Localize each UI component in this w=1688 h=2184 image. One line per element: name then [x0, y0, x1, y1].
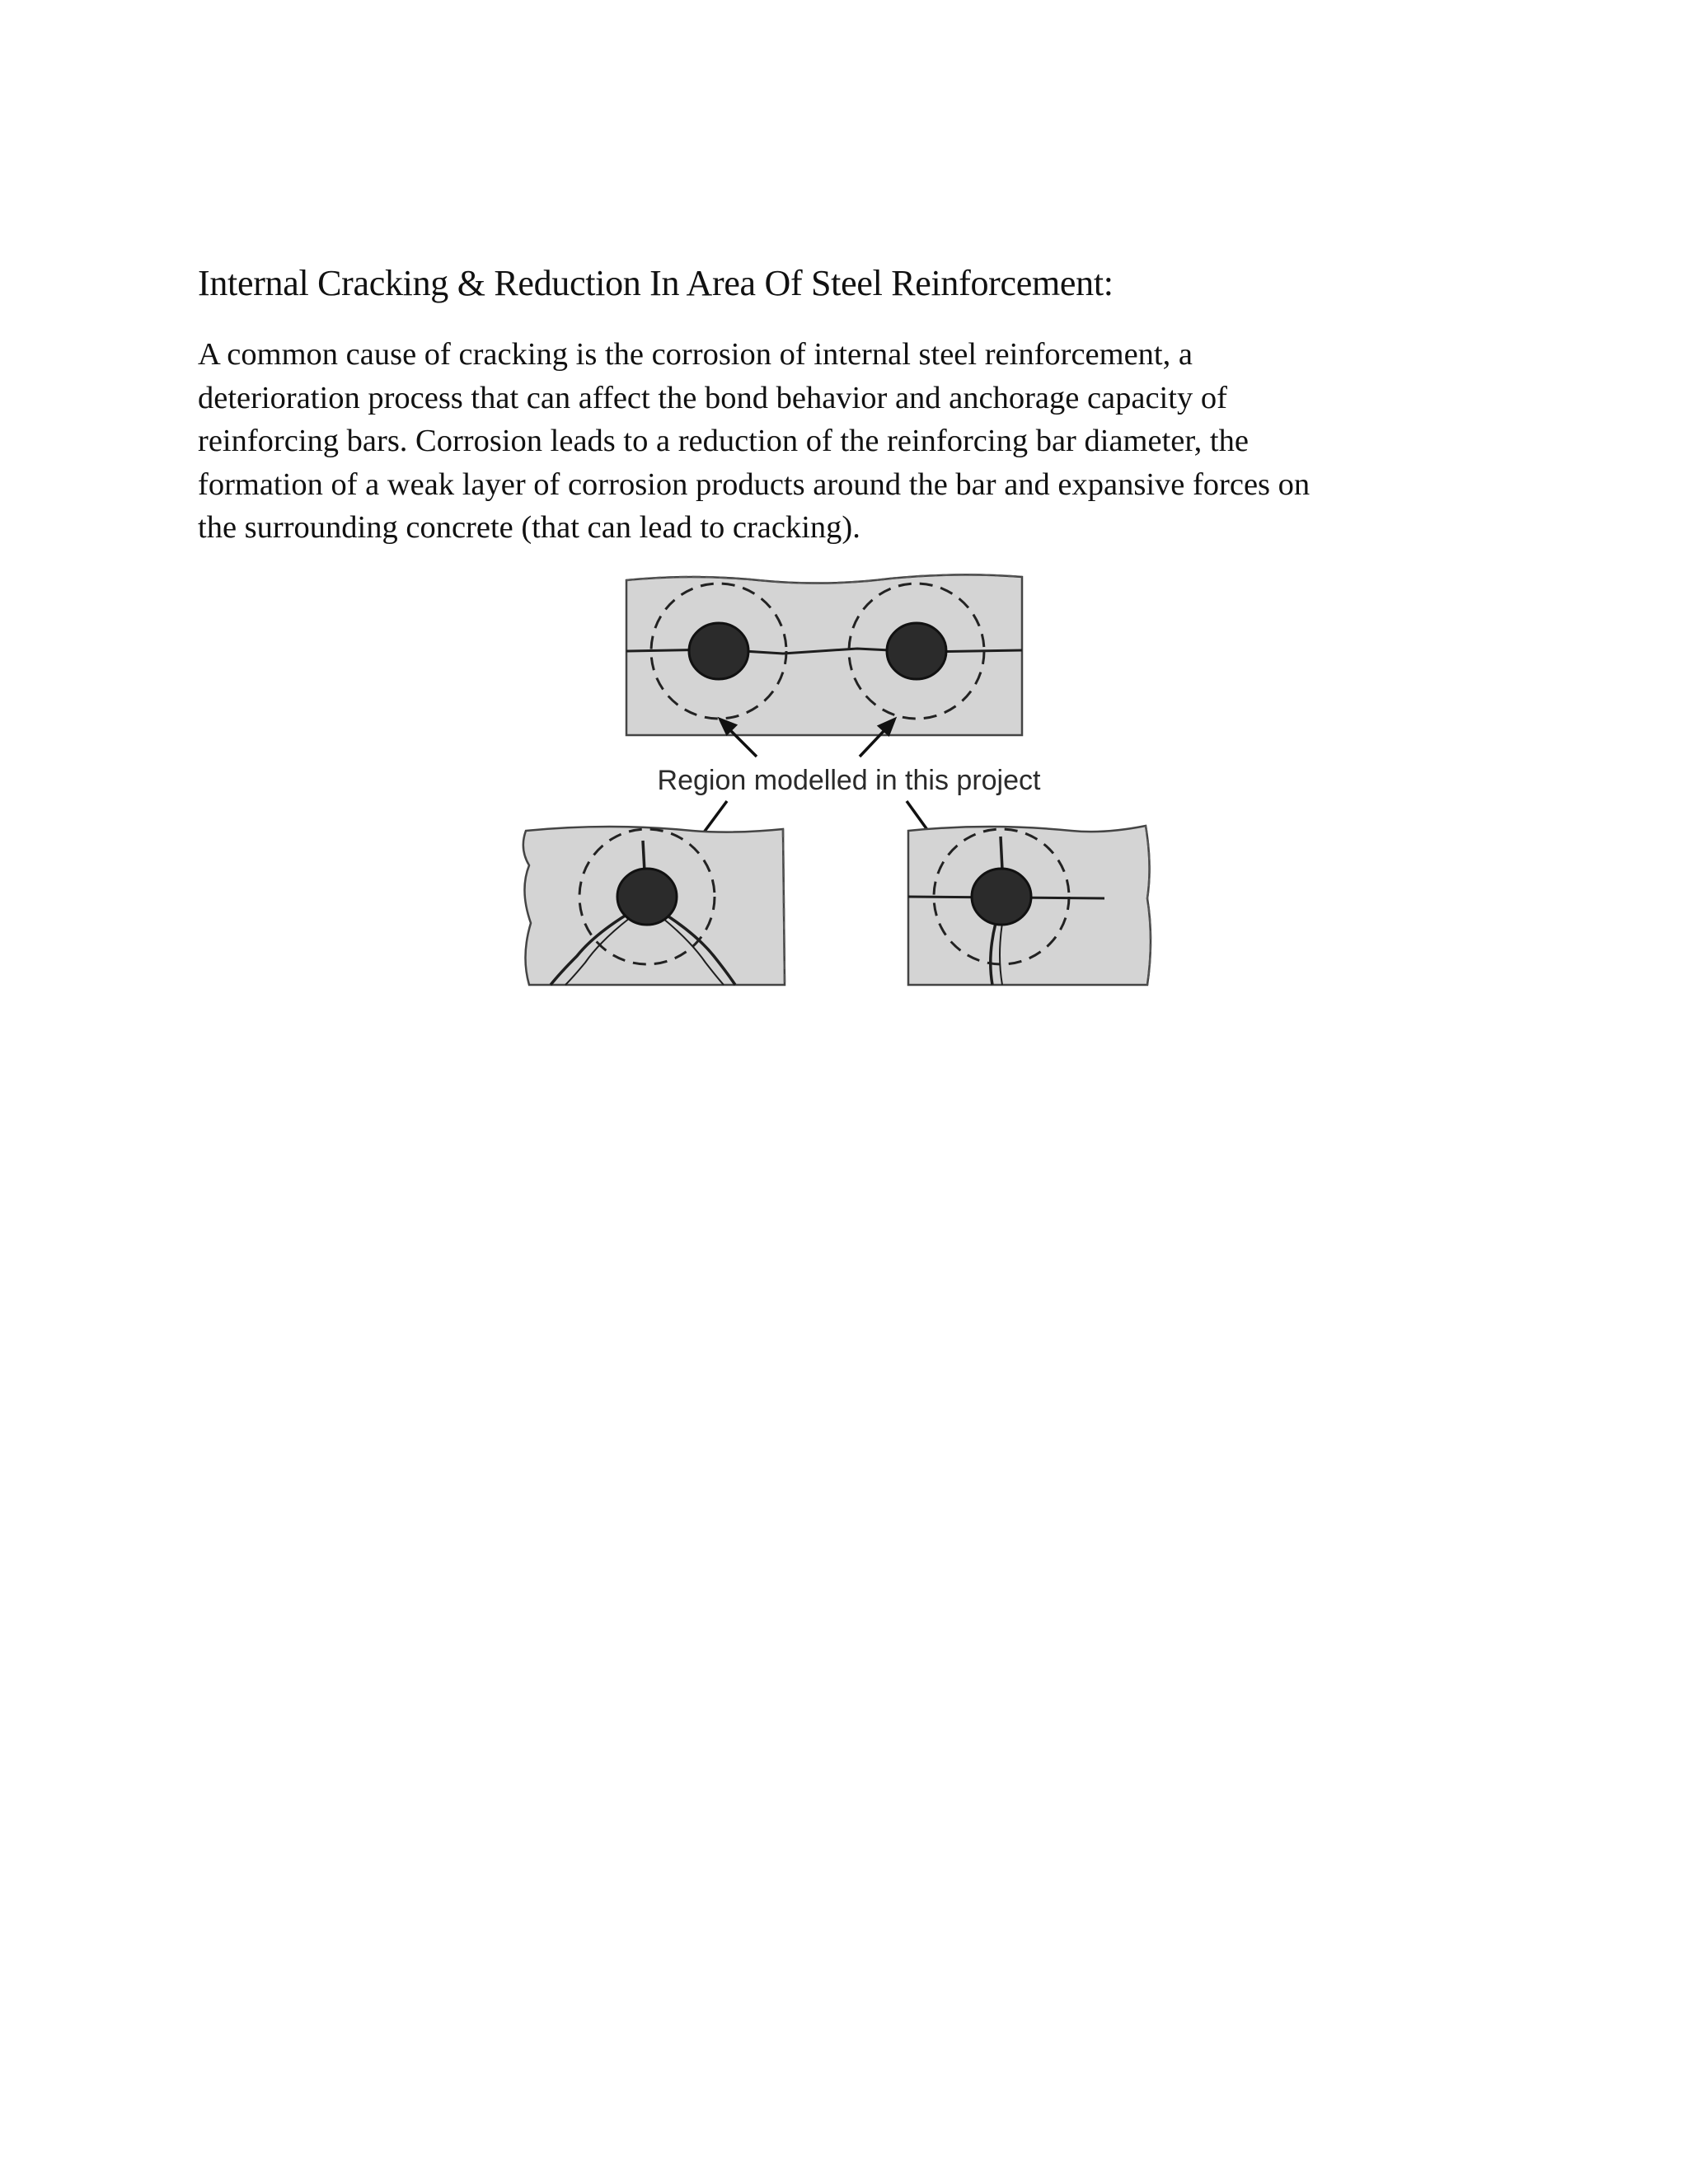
top-concrete-section: [626, 574, 1022, 735]
bottom-left-concrete-section: [523, 827, 785, 985]
paragraph-line: reinforcing bars. Corrosion leads to a reduction of the reinforcing bar diameter, the: [198, 424, 1249, 458]
bottom-right-concrete-section: [908, 826, 1151, 985]
body-paragraph: [198, 333, 1484, 550]
corrosion-cracking-figure: [511, 569, 1170, 1005]
steel-bar: [689, 623, 748, 679]
steel-bar: [617, 869, 677, 925]
paragraph-line: formation of a weak layer of corrosion products around the bar and expansive forces on: [198, 466, 1311, 502]
paragraph-line: A common cause of cracking is the corrosion of internal steel reinforcement, a: [198, 337, 1193, 372]
section-heading: Internal Cracking & Reduction In Area Of Steel Reinforcement:: [198, 263, 1114, 303]
figure-caption: Region modelled in this project: [657, 765, 1041, 796]
steel-bar: [972, 869, 1031, 925]
steel-bar: [887, 623, 946, 679]
paragraph-line: the surrounding concrete (that can lead to cracking).: [198, 510, 860, 545]
paragraph-line: deterioration process that can affect the bond behavior and anchorage capacity of: [198, 380, 1227, 415]
